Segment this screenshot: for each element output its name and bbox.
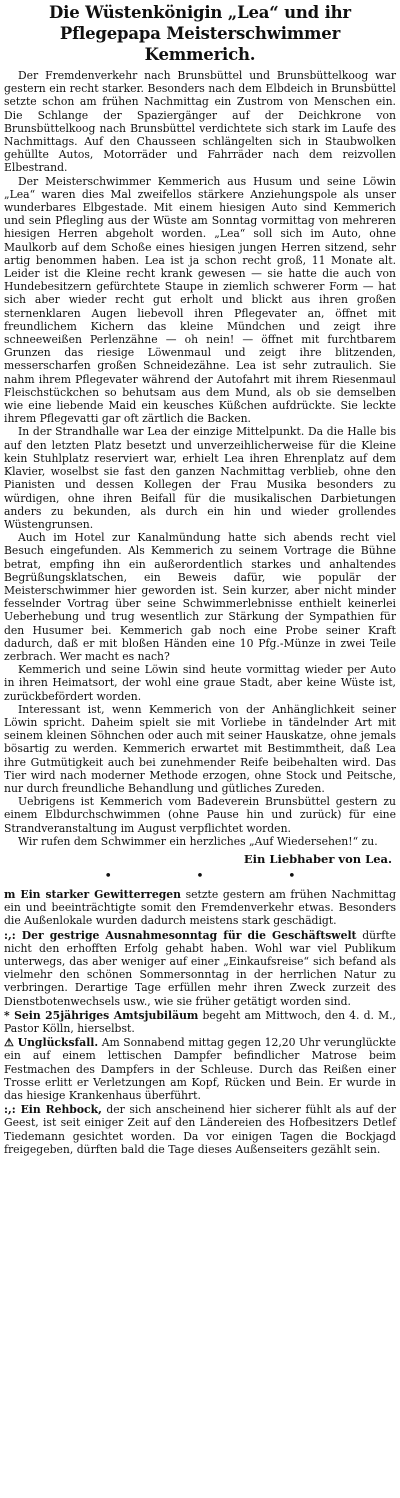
- article-paragraph: In der Strandhalle war Lea der einzige Mittelpunkt. Da die Halle bis auf den letzten Platz besetzt und unverzeihlicherweise für die Kleine kein Stuhlplatz reserviert war, erhielt Lea ihren Ehrenplatz auf dem Klavier, woselbst sie fast den ganzen Nachmittag verblieb, ohne den Pianisten und dessen Kollegen der Frau Musika besonders zu würdigen, ohne ihren Beifall für die musikalischen Darbietungen anders zu bekunden, als durch ein hin und wieder grollendes Wüstengrunsen.: [4, 425, 396, 531]
- article-paragraph: Der Meisterschwimmer Kemmerich aus Husum und seine Löwin „Lea“ waren dies Mal zweifellos stärkere Anziehungspole als unser wunderbares Elbgestade. Mit einem hiesigen Auto sind Kemmerich und sein Pflegling aus der Wüste am Sonntag vormittag von mehreren hiesigen Herren abgeholt worden. „Lea“ soll sich im Auto, ohne Maulkorb auf dem Schoße eines hiesigen jungen Herren sitzend, sehr artig benommen haben. Lea ist ja schon recht groß, 11 Monate alt. Leider ist die Kleine recht krank gewesen — sie hatte die auch von Hundebesitzern gefürchtete Staupe in ziemlich schwerer Form — hat sich aber wieder recht gut erholt und blickt aus ihren großen sternenklaren Augen liebevoll ihren Pflegevater an, öffnet mit freundlichem Kichern das kleine Mündchen und zeigt ihre schneeweißen Perlenzähne — oh nein! — öffnet mit furchtbarem Grunzen das riesige Löwenmaul und zeigt ihre blitzenden, messerscharfen großen Schneidezähne. Lea ist sehr zutraulich. Sie nahm ihrem Pflegevater während der Autofahrt mit ihrem Riesenmaul Fleischstückchen so behutsam aus dem Mund, als ob sie demselben wie eine liebende Maid ein keusches Küßchen aufdrückte. Sie leckte ihrem Pflegevatti gar oft zärtlich die Backen.: [4, 174, 396, 426]
- article-paragraph: Auch im Hotel zur Kanalmündung hatte sich abends recht viel Besuch eingefunden. Als Kemmerich zu seinem Vortrage die Bühne betrat, empfing ihn ein außerordentlich starkes und anhaltendes Begrüßungsklatschen, ein Beweis dafür, wie populär der Meisterschwimmer hier geworden ist. Sein kurzer, aber nicht minder fesselnder Vortrag über seine Schwimmerlebnisse enthielt keinerlei Ueberhebung und trug wesentlich zur Stärkung der Sympathien für den Husumer bei. Kemmerich gab noch eine Probe seiner Kraft dadurch, daß er mit bloßen Händen eine 10 Pfg.-Münze in zwei Teile zerbrach. Wer macht es nach?: [4, 531, 396, 663]
- news-item-text: dürfte nicht den erhofften Erfolg gehabt haben. Wohl war viel Publikum unterwegs, das aber weniger auf einer „Einkaufsreise“ sich befand als vielmehr den schönen Sommersonntag in der herrlichen Natur zu verbringen. Derartige Tage erfüllen mehr ihren Zweck zurzeit des Dienstbotenwechsels usw., wie sie früher getätigt worden sind.: [4, 928, 396, 1008]
- section-separator: • • •: [104, 868, 336, 884]
- news-item-lead: ⚠ Unglücksfall.: [4, 1036, 99, 1050]
- news-item-lead: * Sein 25jähriges Amtsjubiläum: [4, 1008, 199, 1022]
- news-item: [4, 1103, 396, 1156]
- article-paragraph: Kemmerich und seine Löwin sind heute vormittag wieder per Auto in ihren Heimatsort, der wohl eine graue Stadt, aber keine Wüste ist, zurückbefördert worden.: [4, 663, 396, 703]
- news-item-text: der sich anscheinend hier sicherer fühlt als auf der Geest, ist seit einiger Zeit auf den Ländereien des Hofbesitzers Detlef Tiedemann gesichtet worden. Da vor einigen Tagen die Bockjagd freigegeben, dürften bald die Tage dieses Außenseiters gezählt sein.: [4, 1103, 396, 1156]
- news-item-lead: :,: Der gestrige Ausnahmesonntag für die Geschäftswelt: [4, 928, 357, 942]
- local-news-list: [4, 888, 396, 1156]
- article-paragraph: Wir rufen dem Schwimmer ein herzliches „Auf Wiedersehen!“ zu.: [18, 834, 378, 848]
- news-item-lead: :,: Ein Rehbock,: [4, 1103, 102, 1117]
- article-body: [4, 69, 396, 848]
- news-item-text: setzte gestern am frühen Nachmittag ein und beeinträchtigte somit den Fremdenverkehr etwas. Besonders die Außenlokale wurden dadurch meistens stark geschädigt.: [4, 887, 397, 928]
- news-item-text: Am Sonnabend mittag gegen 12,20 Uhr verunglückte ein auf einem lettischen Dampfer befindlicher Matrose beim Festmachen des Dampfers in der Schleuse. Durch das Reißen einer Trosse erlitt er Verletzungen am Kopf, Rücken und Bein. Er wurde in das hiesige Krankenhaus überführt.: [4, 1036, 396, 1103]
- news-item: [4, 929, 396, 1008]
- news-item-lead: m Ein starker Gewitterregen: [4, 887, 181, 901]
- news-item: [4, 1036, 396, 1102]
- article-headline: Die Wüstenkönigin „Lea“ und ihr Pflegepapa Meisterschwimmer Kemmerich.: [49, 3, 351, 64]
- article-paragraph: Uebrigens ist Kemmerich vom Badeverein Brunsbüttel gestern zu einem Elbdurchschwimmen (ohne Pause hin und zurück) für eine Strandveranstaltung im August verpflichtet worden.: [4, 795, 396, 835]
- article-signature: Ein Liebhaber von Lea.: [243, 851, 392, 866]
- news-item: [4, 1009, 396, 1035]
- article-paragraph: Interessant ist, wenn Kemmerich von der Anhänglichkeit seiner Löwin spricht. Daheim spielt sie mit Vorliebe in tändelnder Art mit seinem kleinen Söhnchen oder auch mit seiner Hauskatze, ohne jemals bösartig zu werden. Kemmerich erwartet mit Bestimmtheit, daß Lea ihre Gutmütigkeit auch bei zunehmender Reife beibehalten wird. Das Tier wird nach moderner Methode erzogen, ohne Stock und Peitsche, nur durch freundliche Behandlung und gütliches Zureden.: [4, 702, 396, 795]
- article-paragraph: Der Fremdenverkehr nach Brunsbüttel und Brunsbüttelkoog war gestern ein recht starker. Besonders nach dem Elbdeich in Brunsbüttel setzte schon am frühen Nachmittag ein Zustrom von Menschen ein. Die Schlange der Spaziergänger auf der Deichkrone von Brunsbüttelkoog nach Brunsbüttel verdichtete sich stark im Laufe des Nachmittags. Auf den Chausseen schlängelten sich in Staubwolken gehüllte Autos, Motorräder und Fahrräder nach dem reizvollen Elbestrand.: [4, 69, 396, 175]
- news-item: [4, 888, 396, 928]
- news-item-text: begeht am Mittwoch, den 4. d. M., Pastor Kölln, hierselbst.: [4, 1008, 396, 1036]
